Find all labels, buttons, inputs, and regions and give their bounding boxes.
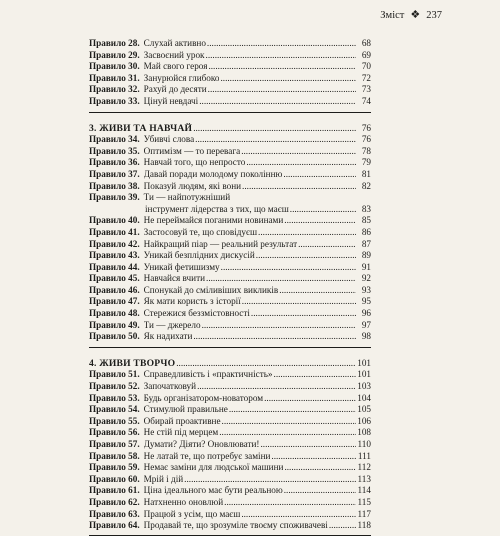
- rule-label: Правило 55.: [89, 415, 140, 426]
- toc-entry[interactable]: [89, 404, 371, 416]
- rule-page: 95: [361, 296, 371, 307]
- rule-page: 73: [361, 84, 371, 95]
- rule-title: Не стій під мерцем: [143, 427, 219, 438]
- rule-label: Правило 37.: [89, 168, 140, 179]
- rule-page: 113: [357, 473, 371, 484]
- toc-entry[interactable]: [89, 146, 371, 158]
- rule-label: Правило 33.: [89, 95, 140, 106]
- rule-label: Правило 29.: [89, 49, 140, 60]
- toc-entry[interactable]: [89, 181, 371, 193]
- rule-title: Немає заміни для людської машини: [143, 462, 284, 473]
- rule-label: Правило 44.: [89, 261, 140, 272]
- rule-label: Правило 50.: [89, 331, 140, 342]
- rule-page: 97: [361, 319, 371, 330]
- toc-entry[interactable]: [89, 169, 371, 181]
- rule-label: Правило 51.: [89, 369, 140, 380]
- rule-label: Правило 62.: [89, 496, 140, 507]
- rule-title: Навчай того, що непросто: [143, 157, 246, 168]
- rule-title: Давай поради молодому поколінню: [143, 168, 283, 179]
- rule-label: Правило 41.: [89, 226, 140, 237]
- rule-page: 83: [361, 203, 371, 214]
- section-heading-4[interactable]: [89, 358, 371, 370]
- rule-label: Правило 40.: [89, 215, 140, 226]
- rule-label: Правило 63.: [89, 508, 140, 519]
- rule-title: Думати? Діяти? Оновлювати!: [143, 439, 260, 449]
- rule-label: Правило 34.: [89, 134, 140, 145]
- rule-title: Навчайся вчити: [143, 273, 206, 284]
- rule-label: Правило 39.: [89, 192, 140, 203]
- rule-label: Правило 42.: [89, 238, 140, 249]
- toc-entry[interactable]: [89, 227, 371, 239]
- section-page: 76: [361, 122, 371, 133]
- rule-title: Ціна ідеального має бути реальною: [143, 485, 283, 496]
- toc-entry[interactable]: [89, 285, 371, 297]
- rule-title: Будь організатором-новатором: [143, 392, 264, 403]
- section-heading-3[interactable]: [89, 123, 371, 135]
- rule-label: Правило 30.: [89, 61, 140, 72]
- toc-entry[interactable]: [89, 273, 371, 285]
- toc-entry[interactable]: [89, 96, 371, 108]
- rule-title: Оптимізм — то перевага: [143, 145, 241, 156]
- rule-title: Цінуй невдачі: [143, 95, 199, 106]
- rule-title: Засвоєний урок: [143, 49, 205, 60]
- rule-page: 69: [361, 49, 371, 60]
- rule-title: Рахуй до десяти: [143, 84, 207, 95]
- toc-entry[interactable]: [89, 239, 371, 251]
- rule-label: Правило 36.: [89, 157, 140, 168]
- rule-label: Правило 52.: [89, 381, 140, 392]
- rule-label: Правило 35.: [89, 145, 140, 156]
- toc-entry[interactable]: [89, 308, 371, 320]
- rule-page: 82: [361, 180, 371, 191]
- toc-entry-continuation[interactable]: [89, 204, 371, 216]
- toc-entry[interactable]: [89, 73, 371, 85]
- rule-label: Правило 28.: [89, 38, 140, 48]
- rule-title: Показуй людям, які вони: [143, 180, 242, 191]
- rule-label: Правило 57.: [89, 439, 140, 449]
- toc-entry[interactable]: [89, 427, 371, 439]
- rule-page: 89: [361, 250, 371, 261]
- rule-label: Правило 43.: [89, 250, 140, 261]
- running-header: [380, 10, 442, 21]
- rule-page: 111: [357, 450, 371, 461]
- toc-entry[interactable]: [89, 462, 371, 474]
- rule-title: Застосовуй те, що сповідуєш: [143, 226, 258, 237]
- rule-title: Убивчі слова: [143, 134, 195, 145]
- toc-entry[interactable]: [89, 61, 371, 73]
- rule-page: 115: [357, 496, 371, 507]
- rule-page: 112: [357, 462, 371, 473]
- toc-entry[interactable]: [89, 192, 371, 204]
- rule-page: 103: [357, 381, 371, 392]
- rule-label: Правило 64.: [89, 520, 140, 531]
- rule-label: Правило 32.: [89, 84, 140, 95]
- rule-page: 76: [361, 134, 371, 145]
- toc-entry[interactable]: [89, 38, 371, 50]
- toc-entry[interactable]: [89, 250, 371, 262]
- toc-entry[interactable]: [89, 262, 371, 274]
- toc-entry[interactable]: [89, 215, 371, 227]
- ornament-icon: ❖: [410, 9, 421, 21]
- rule-page: 87: [361, 238, 371, 249]
- rule-title: Уникай безплідних дискусій: [143, 250, 255, 261]
- toc-entry[interactable]: [89, 416, 371, 428]
- rule-title: Слухай активно: [143, 38, 206, 48]
- rule-title: Працюй з усім, що маєш: [143, 508, 241, 519]
- rule-page: 105: [357, 404, 371, 415]
- toc-entry[interactable]: [89, 84, 371, 96]
- rule-label: Правило 61.: [89, 485, 140, 496]
- rule-page: 70: [361, 61, 371, 72]
- toc-entry[interactable]: [89, 439, 371, 451]
- rule-page: 92: [361, 273, 371, 284]
- toc-block-rules-28-33: [89, 38, 371, 108]
- toc-entry[interactable]: [89, 474, 371, 486]
- rule-label: Правило 53.: [89, 392, 140, 403]
- rule-page: 114: [357, 485, 371, 496]
- rule-title: Не латай те, що потребує заміни: [143, 450, 271, 461]
- rule-label: Правило 46.: [89, 284, 140, 295]
- rule-title: Занурюйся глибоко: [143, 72, 220, 83]
- rule-page: 96: [361, 308, 371, 319]
- section-page: 101: [357, 357, 371, 368]
- rule-page: 74: [361, 95, 371, 106]
- rule-page: 85: [361, 215, 371, 226]
- rule-page: 93: [361, 284, 371, 295]
- rule-title: Ти — джерело: [143, 319, 201, 330]
- rule-page: 118: [357, 520, 371, 531]
- rule-title: Уникай фетишизму: [143, 261, 220, 272]
- rule-page: 106: [357, 415, 371, 426]
- rule-title: Започатковуй: [143, 381, 197, 392]
- rule-title: Продавай те, що зрозуміле твоєму споживачеві: [143, 520, 328, 531]
- header-page-number: 237: [426, 10, 442, 21]
- toc-entry[interactable]: [89, 157, 371, 169]
- rule-page: 104: [357, 392, 371, 403]
- rule-title: Спонукай до сміливіших викликів: [143, 284, 279, 295]
- rule-page: 91: [361, 261, 371, 272]
- toc-section-4-rows: [89, 369, 371, 531]
- rule-label: Правило 60.: [89, 473, 140, 484]
- rule-title: Натхненно оновлюй: [143, 496, 224, 507]
- section-title: 4. ЖИВИ ТВОРЧО: [89, 357, 176, 369]
- rule-page: 68: [361, 38, 371, 48]
- rule-title: Май свого героя: [143, 61, 208, 72]
- toc-entry[interactable]: [89, 497, 371, 509]
- rule-title: Обирай проактивне: [143, 415, 221, 426]
- toc-entry[interactable]: [89, 296, 371, 308]
- table-of-contents: [89, 38, 371, 536]
- toc-entry[interactable]: [89, 369, 371, 381]
- rule-page: 108: [357, 427, 371, 438]
- toc-entry[interactable]: [89, 320, 371, 332]
- toc-entry[interactable]: [89, 134, 371, 146]
- rule-label: Правило 49.: [89, 319, 140, 330]
- toc-entry[interactable]: [89, 520, 371, 532]
- rule-title: Найкращий піар — реальний результат: [143, 238, 298, 249]
- rule-label: Правило 48.: [89, 308, 140, 319]
- rule-page: 98: [361, 331, 371, 342]
- toc-entry[interactable]: [89, 331, 371, 343]
- rule-page: 110: [357, 439, 371, 449]
- toc-entry[interactable]: [89, 50, 371, 62]
- rule-title: Мрій і дій: [143, 473, 184, 484]
- rule-page: 79: [361, 157, 371, 168]
- rule-title: Стимулюй правильне: [143, 404, 228, 415]
- rule-title: Не переймайся поганими новинами: [143, 215, 284, 226]
- section-title: 3. ЖИВИ ТА НАВЧАЙ: [89, 122, 193, 134]
- toc-entry[interactable]: [89, 451, 371, 463]
- rule-page: 86: [361, 226, 371, 237]
- rule-label: Правило 47.: [89, 296, 140, 307]
- rule-page: 81: [361, 168, 371, 179]
- toc-entry[interactable]: [89, 485, 371, 497]
- rule-page: 72: [361, 72, 371, 83]
- rule-title: Стережися беззмістовності: [143, 308, 250, 319]
- toc-section-3-rows: [89, 134, 371, 343]
- rule-label: Правило 31.: [89, 72, 140, 83]
- rule-page: 78: [361, 145, 371, 156]
- toc-entry[interactable]: [89, 509, 371, 521]
- rule-label: Правило 38.: [89, 180, 140, 191]
- rule-title: Як надихати: [143, 331, 193, 342]
- header-section: Зміст: [380, 10, 405, 21]
- rule-title: Як мати користь з історії: [143, 296, 241, 307]
- toc-entry[interactable]: [89, 393, 371, 405]
- rule-label: Правило 45.: [89, 273, 140, 284]
- rule-title: Справедливість і «практичність»: [143, 369, 273, 380]
- rule-label: Правило 54.: [89, 404, 140, 415]
- toc-entry[interactable]: [89, 381, 371, 393]
- rule-label: Правило 56.: [89, 427, 140, 438]
- rule-page: 117: [357, 508, 371, 519]
- rule-title: Ти — найпотужніший: [143, 192, 231, 203]
- rule-label: Правило 59.: [89, 462, 140, 473]
- rule-label: Правило 58.: [89, 450, 140, 461]
- rule-page: 101: [357, 369, 371, 380]
- rule-title-continuation: інструмент лідерства з тих, що маєш: [145, 203, 289, 214]
